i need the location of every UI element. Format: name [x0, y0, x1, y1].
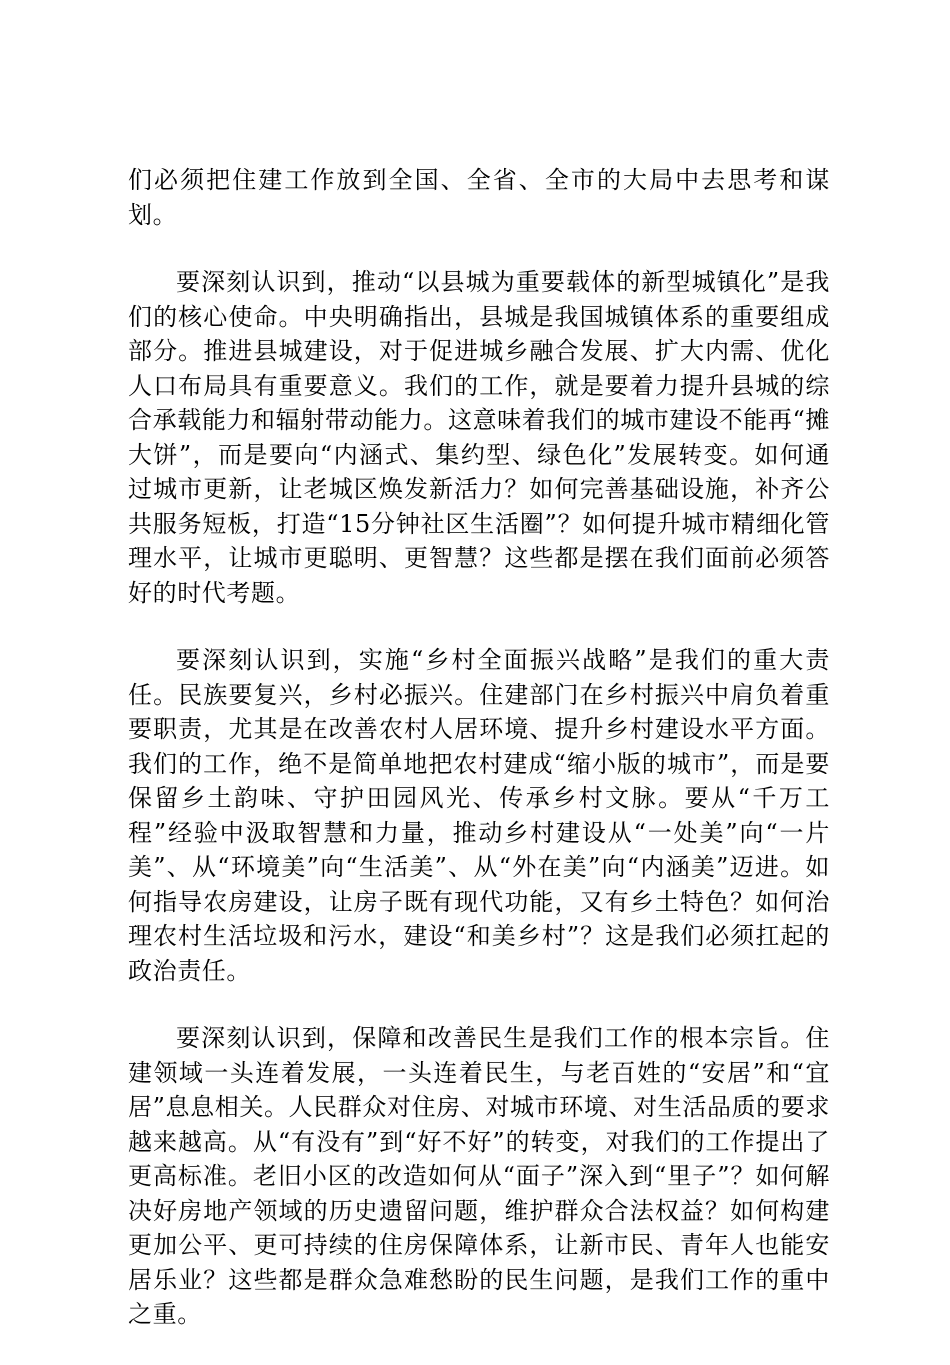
- paragraph-county-urbanization: 要深刻认识到，推动“以县城为重要载体的新型城镇化”是我们的核心使命。中央明确指出，县城是我国城镇体系的重要组成部分。推进县城建设，对于促进城乡融合发展、扩大内需、优化人口布局具有重要意义。我们的工作，就是要着力提升县城的综合承载能力和辐射带动能力。这意味着我们的城市建设不能再“摊大饼”，而是要向“内涵式、集约型、绿色化”发展转变。如何通过城市更新，让老城区焕发新活力？如何完善基础设施，补齐公共服务短板，打造“15分钟社区生活圈”？如何提升城市精细化管理水平，让城市更聪明、更智慧？这些都是摆在我们面前必须答好的时代考题。: [128, 268, 830, 607]
- paragraph-livelihood: 要深刻认识到，保障和改善民生是我们工作的根本宗旨。住建领域一头连着发展，一头连着民生，与老百姓的“安居”和“宜居”息息相关。人民群众对住房、对城市环境、对生活品质的要求越来越高。从“有没有”到“好不好”的转变，对我们的工作提出了更高标准。老旧小区的改造如何从“面子”深入到“里子”？如何解决好房地产领域的历史遗留问题，维护群众合法权益？如何构建更加公平、更可持续的住房保障体系，让新市民、青年人也能安居乐业？这些都是群众急难愁盼的民生问题，是我们工作的重中之重。: [128, 1024, 830, 1328]
- document-body: [128, 163, 830, 1365]
- paragraph-rural-revitalization: 要深刻认识到，实施“乡村全面振兴战略”是我们的重大责任。民族要复兴，乡村必振兴。住建部门在乡村振兴中肩负着重要职责，尤其是在改善农村人居环境、提升乡村建设水平方面。我们的工作，绝不是简单地把农村建成“缩小版的城市”，而是要保留乡土韵味、守护田园风光、传承乡村文脉。要从“千万工程”经验中汲取智慧和力量，推动乡村建设从“一处美”向“一片美”、从“环境美”向“生活美”、从“外在美”向“内涵美”迈进。如何指导农房建设，让房子既有现代功能，又有乡土特色？如何治理农村生活垃圾和污水，建设“和美乡村”？这是我们必须扛起的政治责任。: [128, 646, 830, 985]
- paragraph-continuation: 们必须把住建工作放到全国、全省、全市的大局中去思考和谋划。: [128, 166, 830, 229]
